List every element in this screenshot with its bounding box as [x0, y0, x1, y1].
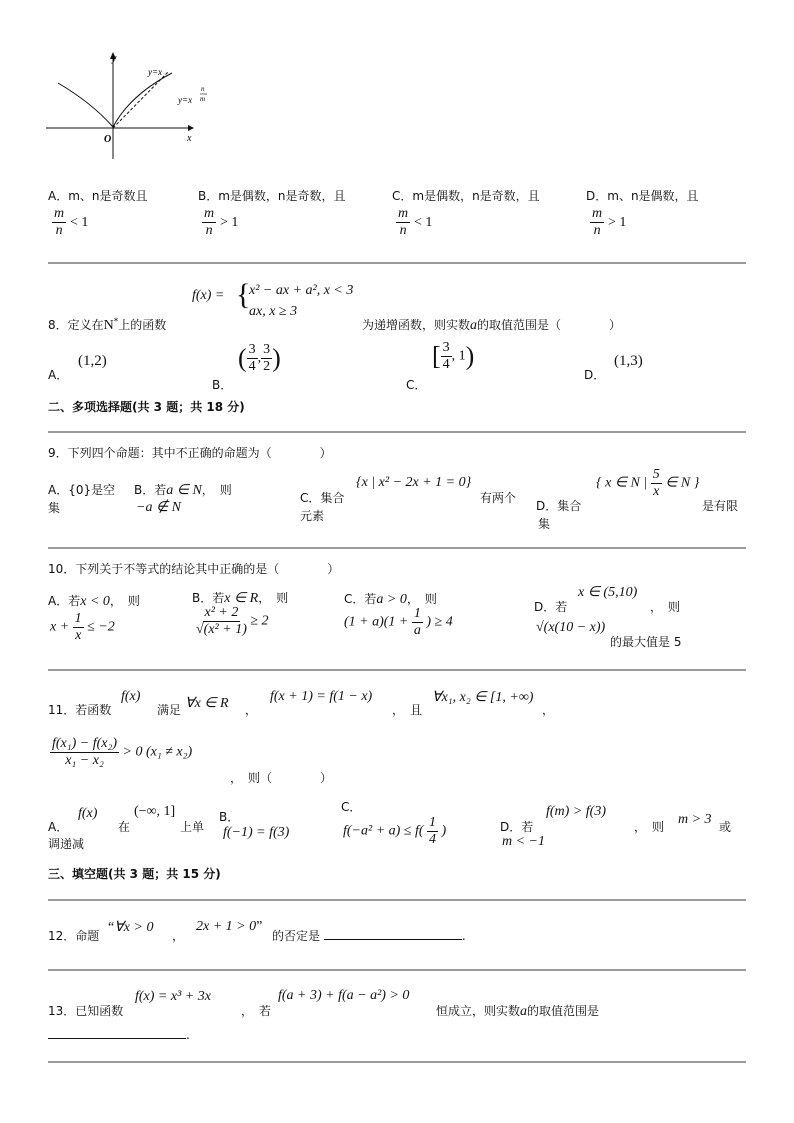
frac-denominator: x₁ − x₂	[65, 753, 104, 768]
expr-right: ≤ −2	[87, 619, 115, 635]
x-axis-arrow-icon	[188, 125, 194, 131]
q8-case-2: ax, x ≥ 3	[249, 304, 298, 319]
option-text: m是偶数，n是奇数，且	[218, 189, 346, 203]
q9-stem: 9．下列四个命题：其中不正确的命题为（ ）	[48, 446, 332, 460]
q9-option-d[interactable]	[536, 497, 581, 514]
q12-stem-end	[272, 927, 466, 944]
condition: x ∈ R	[224, 591, 259, 606]
paren-right: )	[465, 341, 475, 371]
q10-option-b-result	[196, 606, 269, 637]
q13-condition: f(a + 3) + f(a − a²) > 0	[278, 988, 410, 1003]
frac-numerator: m	[54, 206, 65, 221]
q11-domain-condition: ∀x₁, x₂ ∈ [1, +∞)	[432, 690, 534, 705]
q9-option-c[interactable]	[300, 489, 344, 506]
expr-right: )	[441, 823, 447, 839]
period: .	[186, 1028, 190, 1042]
q7-option-c[interactable]	[392, 187, 540, 204]
q9-option-b-result: −a ∉ N	[136, 500, 181, 515]
stem-text: 的否定是	[272, 929, 321, 943]
q9-option-c-cont: 元素	[300, 509, 325, 523]
option-prefix: C．	[300, 491, 321, 505]
option-text: ， 则	[109, 594, 140, 608]
relation: < 1	[413, 215, 433, 230]
variable: a	[470, 318, 478, 333]
frac-numerator: f(x₁) − f(x₂)	[52, 736, 118, 751]
q11-option-d-result-1: m > 3	[678, 812, 712, 827]
domain-superscript: *	[113, 317, 119, 327]
quote-close: ”	[256, 919, 263, 934]
q7-option-d[interactable]	[586, 187, 699, 204]
q13-answer-blank[interactable]	[48, 1028, 186, 1039]
curve-left-branch	[58, 83, 113, 127]
q8-case-1: x² − ax + a², x < 3	[249, 283, 354, 298]
quote-open: “	[108, 920, 115, 935]
frac-numerator: x² + 2	[204, 605, 239, 620]
divider	[48, 669, 746, 671]
paren-left: (	[238, 343, 247, 373]
q11-monotonic-condition	[50, 737, 192, 768]
expr-right: ) ≥ 4	[426, 614, 453, 630]
q11-stem-end: ， 则（ ）	[230, 771, 333, 785]
q11-option-d-comma: ， 则	[634, 820, 665, 834]
line-label: y=x	[148, 67, 163, 77]
frac-numerator: 3	[263, 342, 271, 357]
frac-denominator: a	[413, 623, 421, 638]
option-prefix: A．	[48, 189, 69, 203]
relation: ≥ 2	[250, 613, 269, 629]
q9-option-d-set	[596, 468, 699, 499]
relation: > 1	[219, 215, 239, 230]
q9-option-a[interactable]	[48, 481, 115, 498]
condition: x < 0	[80, 594, 110, 609]
frac-numerator: 1	[413, 606, 421, 621]
relation: > 1	[607, 215, 627, 230]
option-text: 若	[521, 820, 534, 834]
q9-option-d-cont: 集	[538, 517, 551, 531]
option-text: 若	[154, 483, 167, 497]
q8-stem-start	[48, 316, 166, 334]
option-prefix: B．	[134, 483, 155, 497]
q11-symmetry: f(x + 1) = f(1 − x)	[270, 689, 373, 704]
q11-option-a-interval: (−∞, 1]	[134, 804, 176, 819]
q9-option-a-cont: 集	[48, 501, 61, 515]
q10-stem: 10．下列关于不等式的结论其中正确的是（ ）	[48, 562, 340, 576]
option-text: ， 则	[201, 483, 232, 497]
q8-stem-end	[362, 316, 621, 334]
q13-stem-end	[436, 1002, 599, 1020]
stem-text: 定义在	[67, 318, 104, 332]
q11-option-a-text: 在	[118, 820, 131, 834]
divider	[48, 969, 746, 971]
q8-brace: {	[236, 278, 251, 311]
q8-option-c-value	[432, 341, 474, 372]
option-text: 集合	[320, 491, 345, 505]
inequality: 2x + 1 > 0	[196, 919, 257, 934]
q11-option-a[interactable]	[48, 818, 68, 835]
frac-denominator: n	[205, 223, 213, 238]
q10-option-a-result	[50, 612, 115, 643]
condition: a > 0	[376, 592, 407, 607]
frac-numerator: m	[592, 206, 603, 221]
curve-exponent-denominator: m	[200, 95, 206, 103]
q9-option-b[interactable]	[134, 481, 232, 499]
set-right: ∈ N }	[665, 475, 700, 491]
q8-option-b-value	[238, 343, 281, 374]
frac-denominator: n	[399, 223, 407, 238]
frac-denominator: n	[593, 223, 601, 238]
option-text: {0}是空	[68, 483, 116, 497]
frac-denominator: n	[55, 223, 63, 238]
q10-option-d-comma: ， 则	[650, 600, 681, 614]
curve-exponent-numerator: n	[201, 85, 205, 93]
stem-text: 为递增函数，则实数	[362, 318, 471, 332]
q10-option-d-text: 的最大值是 5	[610, 635, 682, 649]
option-text: m、n是偶数，且	[607, 189, 699, 203]
q11-option-d-result-2: m < −1	[502, 834, 546, 849]
option-text: 若	[68, 594, 81, 608]
option-prefix: A．	[48, 483, 69, 497]
q7-option-b[interactable]	[198, 187, 346, 204]
variable: a	[520, 1004, 528, 1019]
option-text: 若	[212, 591, 225, 605]
domain-symbol: N	[103, 318, 114, 333]
q11-stem-start	[48, 701, 111, 718]
power-function-graph	[40, 45, 220, 165]
q7-option-a-condition	[52, 207, 88, 238]
stem-text: 的取值范围是	[527, 1004, 600, 1018]
q9-option-d-text: 是有限	[702, 499, 739, 513]
q11-comma: ，	[542, 703, 555, 717]
q10-option-d-condition: x ∈ (5,10)	[578, 585, 638, 600]
q8-option-b-prefix[interactable]: B．	[212, 378, 233, 392]
divider	[48, 899, 746, 901]
curve-label: y=x	[178, 95, 193, 105]
option-prefix: C．	[344, 592, 365, 606]
option-text: m、n是奇数且	[68, 189, 148, 203]
option-text: 若	[364, 592, 377, 606]
option-text: ， 则	[406, 592, 437, 606]
divider	[48, 547, 746, 549]
q11-option-d[interactable]	[500, 818, 533, 835]
section-heading-fill-blank: 三、填空题(共 3 题；共 15 分)	[48, 867, 221, 881]
quantifier: ∀x > 0	[114, 920, 154, 935]
frac-denominator: x	[653, 484, 660, 499]
frac-denominator: x	[75, 628, 82, 643]
frac-numerator: m	[398, 206, 409, 221]
origin-label: O	[104, 134, 112, 145]
q11-option-b-eq: f(−1) = f(3)	[223, 825, 290, 840]
q11-comma: ，	[245, 703, 258, 717]
frac-denominator: 4	[429, 832, 437, 847]
stem-text: 恒成立，则实数	[436, 1004, 521, 1018]
frac-numerator: 5	[652, 467, 660, 482]
q13-stem	[48, 1002, 123, 1019]
q11-forall: ∀x ∈ R	[185, 696, 229, 711]
frac-numerator: 3	[248, 342, 256, 357]
frac-denominator: 2	[263, 359, 271, 374]
q10-option-d[interactable]	[534, 598, 567, 615]
option-prefix: D．	[534, 600, 556, 614]
question-number: 12．	[48, 929, 76, 943]
q8-option-c-prefix[interactable]: C．	[406, 378, 427, 392]
frac-numerator: 1	[429, 815, 437, 830]
stem-text: 上的函数	[118, 318, 167, 332]
q11-option-a-function: f(x)	[78, 806, 98, 821]
divider	[48, 1061, 746, 1063]
q9-option-c-set: {x | x² − 2x + 1 = 0}	[356, 475, 472, 490]
option-prefix: D．	[586, 189, 608, 203]
function-name: f(x) =	[192, 288, 225, 303]
set-left: { x ∈ N |	[596, 475, 648, 491]
expr-left: (1 + a)(1 +	[344, 614, 409, 630]
relation: < 1	[69, 215, 89, 230]
frac-denominator: 4	[248, 359, 256, 374]
q10-option-d-expr: √(x(10 − x))	[536, 620, 606, 635]
q13-function: f(x) = x³ + 3x	[135, 989, 211, 1004]
line-y-equals-x	[113, 72, 168, 128]
q10-option-c[interactable]	[344, 590, 437, 608]
frac-denominator: 4	[442, 357, 450, 372]
q11-option-b[interactable]: B．	[219, 810, 240, 824]
frac-numerator: 1	[74, 611, 82, 626]
upper-bound: , 1	[451, 348, 466, 364]
option-text: 集合	[557, 499, 582, 513]
q11-stem-text: 满足	[157, 703, 182, 717]
q9-option-c-text: 有两个	[480, 491, 517, 505]
stem-text: 若函数	[75, 703, 112, 717]
q8-piecewise-function	[192, 288, 224, 304]
q12-stem	[48, 927, 99, 944]
expr-left: f(−a² + a) ≤ f(	[343, 823, 424, 839]
stem-text: 已知函数	[75, 1004, 124, 1018]
section-heading-multiple-choice: 二、多项选择题(共 3 题；共 18 分)	[48, 400, 245, 414]
option-prefix: B．	[198, 189, 219, 203]
question-number: 8．	[48, 318, 68, 332]
condition: a ∈ N	[166, 483, 202, 498]
frac-numerator: m	[204, 206, 215, 221]
q11-option-d-or: 或	[719, 820, 732, 834]
q11-option-c-expr	[343, 816, 446, 847]
option-text: m是偶数，n是奇数，且	[412, 189, 540, 203]
q11-option-d-condition: f(m) > f(3)	[546, 804, 606, 819]
question-number: 13．	[48, 1004, 76, 1018]
q12-inequality	[196, 919, 262, 935]
stem-text: 的取值范围是（ ）	[477, 318, 622, 332]
q12-proposition	[108, 919, 153, 936]
option-text: 若	[555, 600, 568, 614]
q11-option-a-text2: 上单	[180, 820, 205, 834]
q7-option-a[interactable]	[48, 187, 148, 204]
option-prefix: D．	[536, 499, 558, 513]
divider	[48, 262, 746, 264]
q8-option-d-value: (1,3)	[614, 353, 643, 369]
q11-option-a-cont: 调递减	[48, 837, 85, 851]
q7-option-b-condition	[202, 207, 238, 238]
q13-comma: ， 若	[241, 1004, 272, 1018]
y-axis-label: y	[112, 53, 117, 64]
option-prefix: A．	[48, 594, 69, 608]
q10-option-a[interactable]	[48, 592, 140, 610]
question-number: 11．	[48, 703, 76, 717]
x-axis-label: x	[187, 133, 192, 144]
frac-denominator: √(x² + 1)	[196, 622, 247, 637]
q11-stem-and: ， 且	[392, 703, 423, 717]
stem-text: 命题	[75, 929, 100, 943]
option-prefix: A．	[48, 820, 69, 834]
frac-numerator: 3	[442, 340, 450, 355]
option-text: ， 则	[258, 591, 289, 605]
q7-option-c-condition	[396, 207, 432, 238]
relation: > 0 (x₁ ≠ x₂)	[122, 744, 193, 760]
period: .	[461, 929, 466, 943]
bracket-left: [	[432, 341, 441, 371]
q8-option-a-value: (1,2)	[78, 353, 107, 369]
q7-option-d-condition	[590, 207, 626, 238]
option-prefix: D．	[500, 820, 522, 834]
divider	[48, 431, 746, 433]
option-prefix: C．	[392, 189, 413, 203]
q12-comma: ，	[172, 929, 185, 943]
q11-option-c[interactable]: C．	[341, 800, 362, 814]
option-prefix: B．	[192, 591, 213, 605]
q8-option-d-prefix[interactable]: D．	[584, 368, 606, 382]
q10-option-c-result	[344, 607, 453, 638]
comma: ,	[257, 350, 262, 366]
q12-answer-blank[interactable]	[324, 929, 462, 940]
q13-answer-line	[48, 1028, 190, 1042]
q8-option-a-prefix[interactable]: A．	[48, 368, 69, 382]
q11-function: f(x)	[121, 689, 141, 704]
paren-right: )	[272, 343, 281, 373]
expr-left: x +	[50, 619, 70, 635]
